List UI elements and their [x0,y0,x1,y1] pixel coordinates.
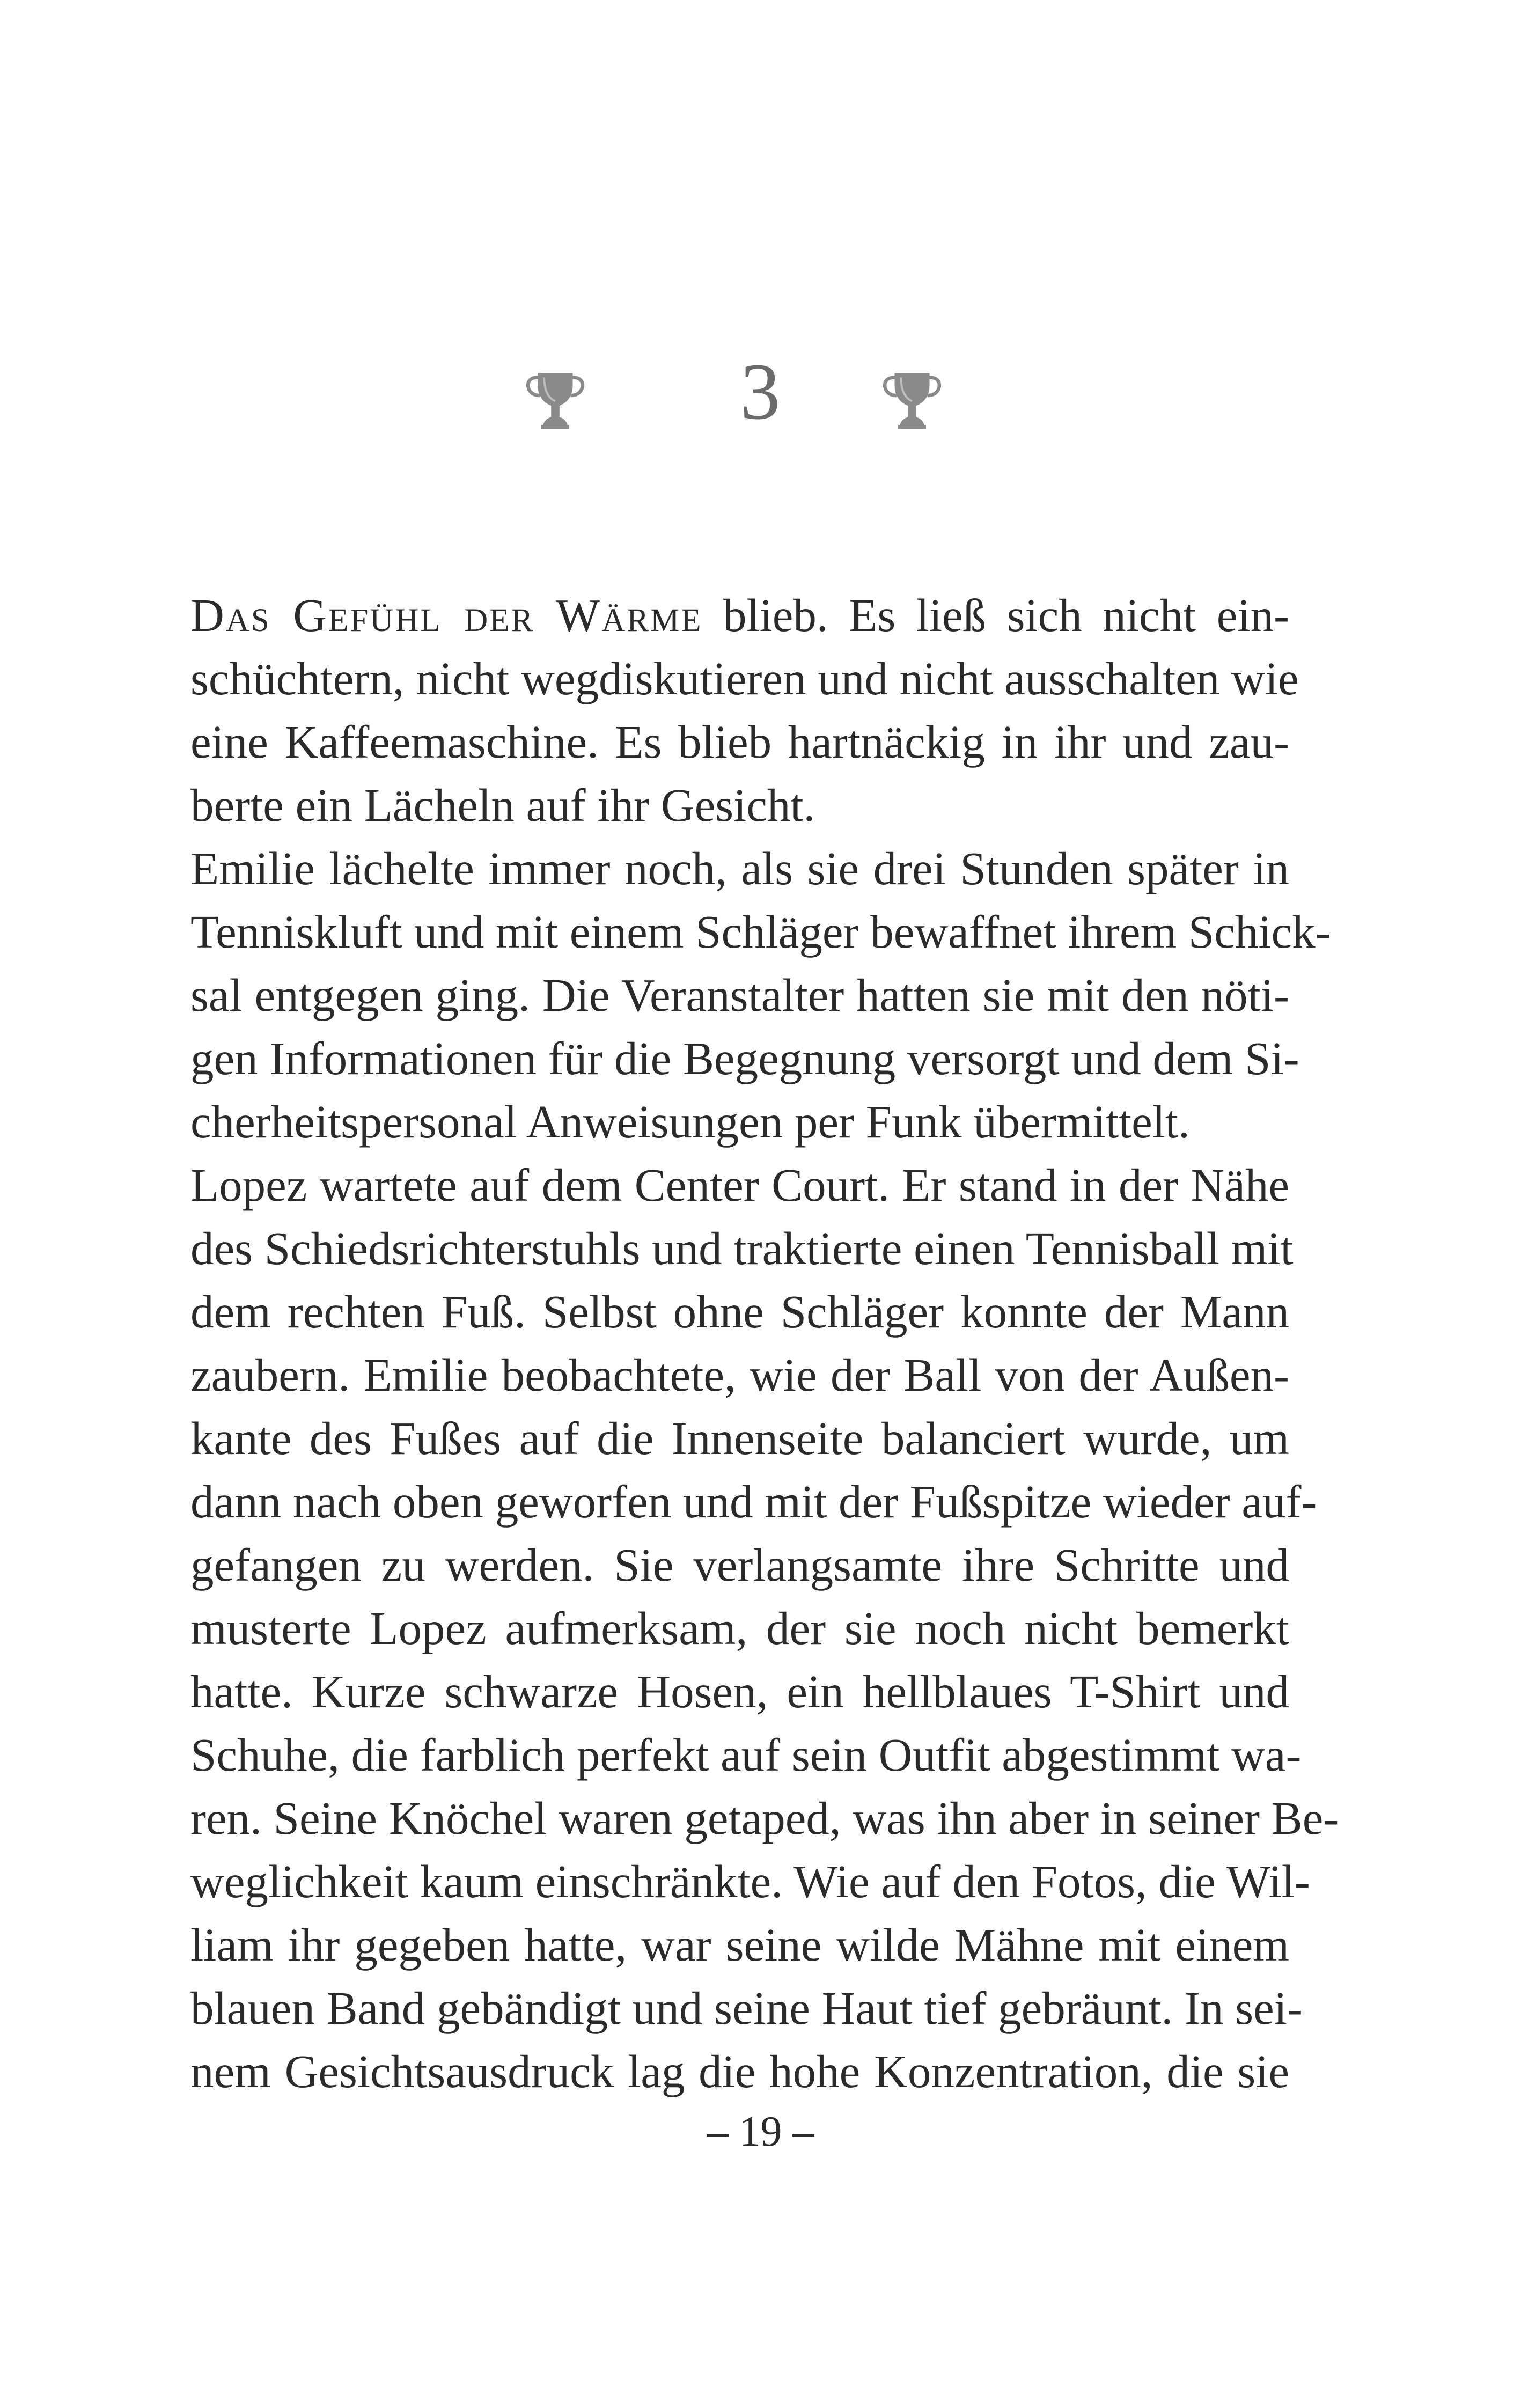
body-text [190,584,1339,2103]
trophy-cup-icon [877,365,947,435]
text-line: dann nach oben geworfen und mit der Fußspitze wieder auf- [190,1475,1317,1528]
chapter-number: 3 [740,347,781,436]
text-line: hatte. Kurze schwarze Hosen, ein hellblaues T-Shirt und [190,1665,1289,1717]
text-line: sal entgegen ging. Die Veranstalter hatten sie mit den nöti- [190,969,1289,1021]
text-line: schüchtern, nicht wegdiskutieren und nicht ausschalten wie [190,652,1299,704]
text-line: weglichkeit kaum einschränkte. Wie auf den Fotos, die Wil- [190,1855,1310,1907]
lead-in-small-caps: Das Gefühl der Wärme [190,589,703,641]
text-line: cherheitspersonal Anweisungen per Funk übermittelt. [190,1096,1190,1148]
text-line: Lopez wartete auf dem Center Court. Er stand in der Nähe [190,1159,1289,1211]
page-number: – 19 – [707,2108,814,2155]
text-line: ren. Seine Knöchel waren getaped, was ihn aber in seiner Be- [190,1792,1339,1844]
text-line: liam ihr gegeben hatte, war seine wilde Mähne mit einem [190,1919,1289,1971]
text-line: berte ein Lächeln auf ihr Gesicht. [190,779,815,831]
text-line: gefangen zu werden. Sie verlangsamte ihre Schritte und [190,1539,1289,1591]
text-line [190,584,1289,647]
text-line: des Schiedsrichterstuhls und traktierte einen Tennisball mit [190,1222,1294,1274]
text-line: blauen Band gebändigt und seine Haut tief gebräunt. In sei- [190,1982,1303,2034]
text-line: musterte Lopez aufmerksam, der sie noch nicht bemerkt [190,1602,1289,1654]
text-line-rest: blieb. Es ließ sich nicht ein- [702,589,1289,641]
trophy-cup-icon [520,365,590,435]
text-line: Emilie lächelte immer noch, als sie drei Stunden später in [190,842,1289,894]
text-line: Tenniskluft und mit einem Schläger bewaffnet ihrem Schick- [190,906,1331,958]
text-line: dem rechten Fuß. Selbst ohne Schläger konnte der Mann [190,1286,1289,1338]
text-line: kante des Fußes auf die Innenseite balanciert wurde, um [190,1412,1289,1464]
text-line: Schuhe, die farblich perfekt auf sein Outfit abgestimmt wa- [190,1729,1302,1781]
chapter-header [0,343,1521,440]
text-line: gen Informationen für die Begegnung versorgt und dem Si- [190,1032,1299,1084]
text-line: nem Gesichtsausdruck lag die hohe Konzentration, die sie [190,2045,1289,2097]
text-line: eine Kaffeemaschine. Es blieb hartnäckig in ihr und zau- [190,716,1289,768]
text-line: zaubern. Emilie beobachtete, wie der Ball von der Außen- [190,1349,1289,1401]
